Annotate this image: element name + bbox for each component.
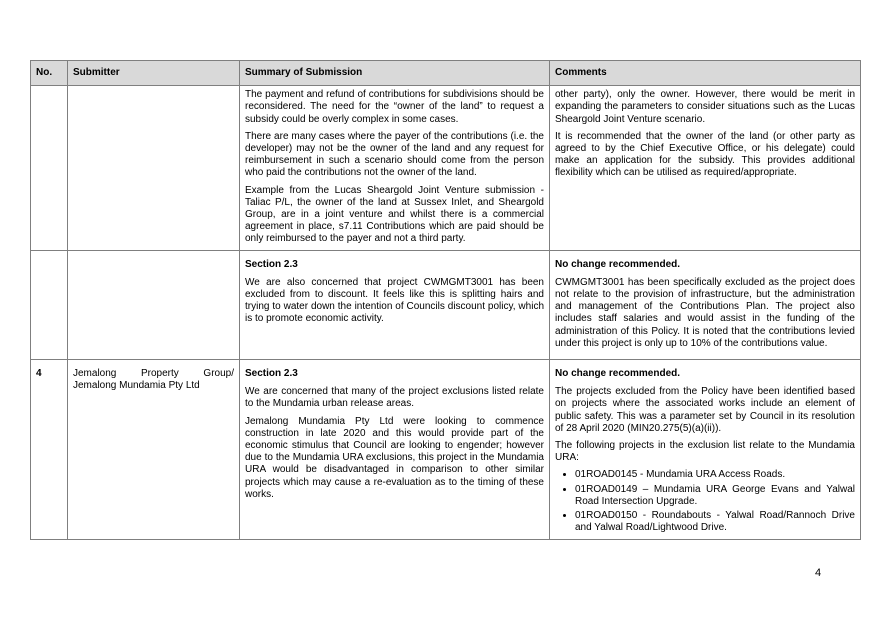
- cell-summary: [240, 250, 550, 359]
- comments-paragraph: The following projects in the exclusion list relate to the Mundamia URA:: [555, 440, 855, 464]
- header-no: No.: [31, 61, 68, 86]
- cell-summary: [240, 86, 550, 250]
- summary-paragraph: We are concerned that many of the project exclusions listed relate to the Mundamia urban release areas.: [245, 386, 544, 410]
- table-row: [31, 86, 861, 250]
- summary-paragraph: Jemalong Mundamia Pty Ltd were looking to commence construction in late 2020 and this would provide part of the economic stimulus that Council are looking to engender; however due to the Mundamia URA exclusions, this project in the Mundamia URA would be disadvantaged in comparison to other similar projects which may cause a re-evaluation as to the timing of these works.: [245, 415, 544, 500]
- cell-submitter: [68, 250, 240, 359]
- summary-paragraph: We are also concerned that project CWMGMT3001 has been excluded from to discount. It feels like this is splitting hairs and trying to water down the intention of Councils discount policy, which is to promote economic activity.: [245, 276, 544, 325]
- cell-no: [31, 86, 68, 250]
- comments-paragraph: other party), only the owner. However, there would be merit in expanding the parameters to consider situations such as the Lucas Sheargold Joint Venture scenario.: [555, 89, 855, 125]
- header-summary: Summary of Submission: [240, 61, 550, 86]
- table-row: [31, 250, 861, 359]
- cell-comments: [550, 250, 861, 359]
- page-number: 4: [815, 567, 822, 579]
- table-header-row: [31, 61, 861, 86]
- cell-no: 4: [31, 360, 68, 539]
- summary-paragraph: The payment and refund of contributions for subdivisions should be reconsidered. The need for the “owner of the land” to request a subsidy could be overly complex in some cases.: [245, 89, 544, 125]
- cell-submitter: Jemalong Property Group/ Jemalong Mundamia Pty Ltd: [68, 360, 240, 539]
- recommendation-heading: No change recommended.: [555, 368, 681, 380]
- cell-submitter: [68, 86, 240, 250]
- submissions-table: [30, 60, 861, 540]
- cell-no: [31, 250, 68, 359]
- recommendation-heading: No change recommended.: [555, 258, 681, 270]
- comments-paragraph: CWMGMT3001 has been specifically excluded as the project does not relate to the provision of infrastructure, but the administration and management of the Contributions Plan. The project also includes staff salaries and would assist in the funding of the administration of this Policy. It is noted that the contributions levied under this project is only up to 10% of the contributions value.: [555, 276, 855, 349]
- cell-comments: [550, 86, 861, 250]
- summary-paragraph: Example from the Lucas Sheargold Joint Venture submission - Taliac P/L, the owner of the land at Sussex Inlet, and Sheargold Group, are in a joint venture and whilst there is a commercial agreement in place, s7.11 Contributions which are paid should be only reimbursed to the payer and not a third party.: [245, 184, 544, 245]
- summary-paragraph: There are many cases where the payer of the contributions (i.e. the developer) may not be the owner of the land and any request for reimbursement in such a scenario should come from the person who paid the contributions not the owner of the land.: [245, 130, 544, 179]
- section-heading: Section 2.3: [245, 258, 298, 270]
- list-item: • 01ROAD0149 – Mundamia URA George Evans and Yalwal Road Intersection Upgrade.: [575, 484, 855, 508]
- list-item: • 01ROAD0150 - Roundabouts - Yalwal Road/Rannoch Drive and Yalwal Road/Lightwood Drive.: [575, 510, 855, 534]
- submissions-table-container: [30, 60, 860, 540]
- section-heading: Section 2.3: [245, 368, 298, 380]
- comments-paragraph: The projects excluded from the Policy have been identified based on projects where the associated works include an element of public safety. This was a parameter set by Council in its resolution of 28 April 2020 (MIN20.275(5)(a)(ii)).: [555, 386, 855, 434]
- list-item: • 01ROAD0145 - Mundamia URA Access Roads.: [575, 469, 855, 481]
- table-row: [31, 360, 861, 539]
- cell-summary: [240, 360, 550, 539]
- header-submitter: Submitter: [68, 61, 240, 86]
- header-comments: Comments: [550, 61, 861, 86]
- exclusion-list: [555, 469, 855, 534]
- comments-paragraph: It is recommended that the owner of the land (or other party as agreed to by the Chief Executive Office, or his delegate) could make an application for the subsidy. This provides additional flexibility which can be utilised as required/appropriate.: [555, 130, 855, 179]
- cell-comments: [550, 360, 861, 539]
